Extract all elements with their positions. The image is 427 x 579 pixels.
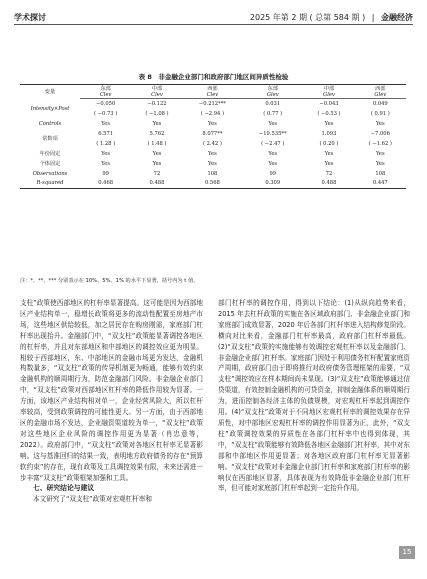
value-cell: 108: [375, 170, 386, 177]
value-cell: ( −2.47 ): [261, 140, 285, 147]
value-cell: −19.535**: [258, 130, 287, 137]
section-heading: 七、研究结论与建议: [33, 484, 95, 493]
value-cell: −0.043: [319, 100, 339, 107]
depvar-header-cell: Glev: [242, 92, 303, 99]
value-cell: Yes: [101, 120, 111, 127]
body-paragraph: 部门杠杆率的调控作用，得到以下结论：(1)从纵向趋势来看，2015 年去杠杆政策的实施在各区域政府部门、非金融企业部门和家庭部门成效显著，2020 年后各部门杠杆率进入结构修复阶段。横向对比来看，金融部门杠杆率最高，政府部门杠杆率最低。(2)“双支柱”政策的实施能够有效调控宏观杠杆率以及金融部门、非金融企业部门杠杆率。家庭部门因处于利用债务杠杆配置家庭资产周期，政府部门由于即将推行对政府债务管理框架的需要，“双支柱”调控效应在样本期间尚未显现。(3)“双支柱”政策能够通过信贷渠道，有效控制金融机构的可贷资金，抑制金融体系的顺周期行为，进而控制各经济主体的负债规模，对宏观杠杆率起到调控作用。(4)“双支柱”政策对于不同地区宏观杠杆率的调控效果存在异质性，对中部地区宏观杠杆率的调控作用显著为正，此外，“双支柱”政策调控效果的异质性在各部门杠杆率中也得到体现，其中，“双支柱”政策能够有效降低各地区金融部门杠杆率，其中对东部和中部地区作用更显著；对各地区政府部门杠杆率无显著影响。“双支柱”政策对非金融企业部门杠杆率和家庭部门杠杆率的影响仅在西部地区显著，具体表现为有效降低非金融企业部门杠杆率，但可能对家庭部门杠杆率起到一定抬升作用。: [218, 299, 410, 493]
header-separator: |: [371, 13, 375, 22]
value-cell: Yes: [101, 150, 111, 157]
body-paragraph: 本文研究了“双支柱”政策对宏观杠杆率和: [33, 495, 152, 504]
value-cell: ( 1.28 ): [96, 140, 116, 147]
running-header: [14, 10, 413, 24]
value-cell: Yes: [375, 120, 385, 127]
row-label-cell: 常数项: [42, 136, 58, 142]
value-cell: 0.468: [80, 179, 131, 189]
value-cell: Yes: [268, 150, 278, 157]
table-row: [20, 159, 406, 169]
table-row: [20, 119, 406, 129]
table-note: 注：*、**、*** 分别表示在 10%、5%、1% 的水平下显著，括号内为 t 值。: [20, 278, 199, 284]
value-cell: 0.031: [265, 100, 281, 107]
value-cell: 0.488: [303, 179, 354, 189]
row-label-cell: 年份固定: [39, 151, 61, 157]
value-cell: 6.571: [98, 130, 114, 137]
value-cell: ( −0.73 ): [94, 110, 118, 117]
value-cell: −7.006: [370, 130, 390, 137]
value-cell: ( −1.08 ): [145, 110, 169, 117]
table-row: [20, 129, 406, 139]
value-cell: Yes: [324, 160, 334, 167]
value-cell: 0.447: [355, 179, 406, 189]
body-paragraph: 支柱”政策使西部地区的杠杆率显著提高。这可能是因为西部地区产业结构单一，稳增长政策将更多的流动性配置至房地产市场，这些地区供给较低，加之居民存在购房刚需，家庭部门杠杆率出现抬升。金融部门中，“双支柱”政策能显著调控各地区的杠杆率，并且对东部地区和中部地区的调控效应更为明显。相较于西部地区，东、中部地区的金融市场更为发达，金融机构数量多，“双支柱”政策的传导机制更为畅通，能够有效约束金融机构的顺周期行为，防范金融部门风险。非金融企业部门中，“双支柱”政策对西部地区杠杆率的降低作用较为显著。一方面，该地区产业结构相对单一，企业经营风险大，所以杠杆率较高，受到政策调控的可能性更大。另一方面，由于西部地区的金融市场不发达，企业融资渠道较为单一，“双支柱”政策对这些地区企业风险的调控作用更为显著（肖忠意等，2022）。政府部门中，“双支柱”政策对各地区杠杆率无显著影响。这与基准回归的结果一致，表明地方政府债务的存在“预算软约束”的存在，现有政策及工具调控效果有限，未来还需进一步丰富“双支柱”政策框架加强和工具。: [20, 299, 203, 482]
journal-column-title: 学术探讨: [14, 13, 46, 22]
depvar-header-cell: Glev: [303, 92, 354, 99]
value-cell: 108: [207, 170, 218, 177]
depvar-header-cell: Clev: [131, 92, 182, 99]
row-label-cell: 个体固定: [39, 161, 61, 167]
table-row: [20, 99, 406, 109]
value-cell: Yes: [324, 120, 334, 127]
value-cell: 0.568: [183, 179, 243, 189]
page-number: 15: [399, 546, 415, 559]
region-header-cell: 西部: [355, 85, 406, 93]
value-cell: ( −1.62 ): [368, 140, 392, 147]
region-header-cell: 东部: [80, 85, 131, 93]
header-rule: [14, 24, 413, 25]
row-label-cell: Observations: [32, 170, 68, 177]
depvar-header-cell: Clev: [183, 92, 243, 99]
section-name: 金融经济: [381, 13, 413, 22]
row-label-cell: Controls: [38, 120, 62, 127]
value-cell: 72: [325, 170, 333, 177]
regression-table: [20, 84, 406, 189]
depvar-header-cell: Clev: [80, 92, 131, 99]
value-cell: 1.093: [321, 130, 337, 137]
body-column-left: [20, 298, 203, 505]
value-cell: Yes: [208, 160, 217, 167]
region-header-cell: 中部: [303, 85, 354, 93]
issue-info: [250, 12, 413, 23]
value-cell: ( 0.77 ): [263, 110, 283, 117]
value-cell: Yes: [208, 120, 217, 127]
value-cell: ( 0.91 ): [370, 110, 390, 117]
value-cell: ( 0.20 ): [319, 140, 339, 147]
value-cell: 72: [153, 170, 161, 177]
value-cell: Yes: [268, 120, 278, 127]
value-cell: Yes: [375, 160, 385, 167]
region-header-cell: 中部: [131, 85, 182, 93]
value-cell: 5.762: [149, 130, 165, 137]
table-row: [20, 169, 406, 179]
region-header-cell: 东部: [242, 85, 303, 93]
value-cell: ( 1.48 ): [147, 140, 167, 147]
value-cell: Yes: [324, 150, 334, 157]
row-label-cell: R-squared: [20, 179, 80, 189]
row-label-cell: Intensity×Post: [30, 105, 70, 112]
value-cell: ( 2.42 ): [202, 140, 222, 147]
table-caption: 表 8 非金融企业部门和政府部门地区间异质性检验: [138, 73, 289, 81]
value-cell: Yes: [152, 120, 162, 127]
value-cell: 0.488: [131, 179, 182, 189]
value-cell: Yes: [101, 160, 111, 167]
table-row: [20, 179, 406, 189]
region-header-cell: 西部: [183, 85, 243, 93]
body-column-right: [218, 298, 410, 494]
table-header-regions: [20, 85, 406, 93]
value-cell: 0.049: [372, 100, 388, 107]
value-cell: Yes: [375, 150, 385, 157]
value-cell: −0.122: [147, 100, 167, 107]
value-cell: 99: [269, 170, 277, 177]
value-cell: −0.050: [96, 100, 116, 107]
value-cell: Yes: [208, 150, 217, 157]
value-cell: Yes: [152, 160, 162, 167]
table-row: [20, 149, 406, 159]
value-cell: ( −0.53 ): [317, 110, 341, 117]
value-cell: −0.212***: [198, 100, 226, 107]
var-label-cell: 变量: [20, 85, 80, 99]
value-cell: 8.077**: [202, 130, 223, 137]
value-cell: Yes: [268, 160, 278, 167]
issue-number: 2025 年第 2 期 ( 总第 584 期 ): [249, 13, 366, 22]
value-cell: 99: [102, 170, 109, 177]
value-cell: Yes: [152, 150, 162, 157]
depvar-header-cell: Glev: [355, 92, 406, 99]
value-cell: 0.309: [242, 179, 303, 189]
value-cell: ( −2.94 ): [200, 110, 225, 117]
